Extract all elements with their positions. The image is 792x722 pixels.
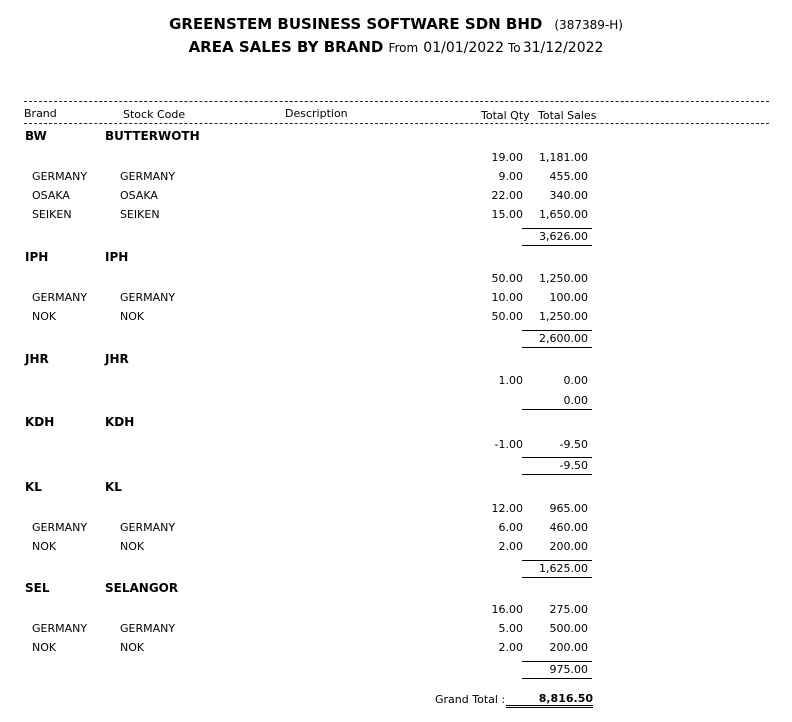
row-brand: OSAKA bbox=[32, 189, 70, 202]
to-date: 31/12/2022 bbox=[522, 40, 604, 56]
group-sales: 1,181.00 bbox=[539, 151, 588, 164]
row-qty: 5.00 bbox=[498, 622, 523, 635]
row-stock-code: NOK bbox=[120, 641, 145, 654]
row-qty: 22.00 bbox=[491, 189, 523, 202]
group-qty: 1.00 bbox=[498, 374, 523, 387]
group-sales: 275.00 bbox=[549, 603, 588, 616]
row-qty: 6.00 bbox=[498, 521, 523, 534]
group-stock-code: KDH bbox=[105, 415, 135, 429]
group-stock-code: SELANGOR bbox=[105, 581, 179, 595]
row-qty: 2.00 bbox=[498, 641, 523, 654]
row-brand: GERMANY bbox=[32, 622, 88, 635]
row-qty: 15.00 bbox=[491, 208, 523, 221]
group-stock-code: KL bbox=[105, 480, 122, 494]
row-brand: GERMANY bbox=[32, 170, 88, 183]
group-subtotal-value: 0.00 bbox=[563, 394, 588, 407]
group-brand: KDH bbox=[25, 415, 55, 429]
col-header-brand: Brand bbox=[24, 107, 57, 120]
row-qty: 10.00 bbox=[491, 291, 523, 304]
group-subtotal bbox=[522, 228, 592, 246]
group-brand: KL bbox=[25, 480, 42, 494]
row-stock-code: GERMANY bbox=[120, 622, 176, 635]
group-qty: -1.00 bbox=[494, 438, 523, 451]
to-label: To bbox=[507, 41, 521, 55]
group-qty: 19.00 bbox=[491, 151, 523, 164]
row-sales: 340.00 bbox=[549, 189, 588, 202]
group-qty: 50.00 bbox=[491, 272, 523, 285]
group-qty: 12.00 bbox=[491, 502, 523, 515]
group-subtotal bbox=[522, 393, 592, 410]
group-subtotal-value: 3,626.00 bbox=[539, 230, 588, 243]
row-qty: 9.00 bbox=[498, 170, 523, 183]
company-reg-no: (387389-H) bbox=[554, 18, 623, 32]
row-sales: 455.00 bbox=[549, 170, 588, 183]
row-qty: 50.00 bbox=[491, 310, 523, 323]
row-brand: GERMANY bbox=[32, 521, 88, 534]
group-brand: JHR bbox=[25, 352, 49, 366]
grand-total-label: Grand Total : bbox=[435, 693, 506, 706]
from-date: 01/01/2022 bbox=[423, 40, 504, 56]
report-company-line bbox=[0, 14, 792, 33]
group-brand: SEL bbox=[25, 581, 50, 595]
group-subtotal bbox=[522, 661, 592, 679]
group-qty: 16.00 bbox=[491, 603, 523, 616]
group-subtotal bbox=[522, 330, 592, 348]
report-title-line bbox=[0, 37, 792, 56]
row-sales: 460.00 bbox=[549, 521, 588, 534]
group-subtotal bbox=[522, 457, 592, 475]
row-sales: 200.00 bbox=[549, 540, 588, 553]
grand-total-value: 8,816.50 bbox=[538, 692, 593, 705]
col-header-stock-code: Stock Code bbox=[123, 108, 186, 121]
group-stock-code: JHR bbox=[105, 352, 129, 366]
row-brand: NOK bbox=[32, 540, 57, 553]
col-header-total-sales: Total Sales bbox=[538, 109, 597, 122]
group-subtotal-value: 975.00 bbox=[549, 663, 588, 676]
group-subtotal bbox=[522, 560, 592, 578]
group-subtotal-value: 1,625.00 bbox=[539, 562, 588, 575]
row-stock-code: NOK bbox=[120, 310, 145, 323]
report-title: AREA SALES BY BRAND bbox=[188, 38, 384, 56]
group-subtotal-value: -9.50 bbox=[559, 459, 588, 472]
from-label: From bbox=[388, 41, 419, 55]
row-sales: 1,650.00 bbox=[539, 208, 588, 221]
row-brand: GERMANY bbox=[32, 291, 88, 304]
row-stock-code: NOK bbox=[120, 540, 145, 553]
group-sales: 0.00 bbox=[563, 374, 588, 387]
group-brand: BW bbox=[25, 129, 47, 143]
group-sales: 1,250.00 bbox=[539, 272, 588, 285]
row-stock-code: GERMANY bbox=[120, 291, 176, 304]
row-brand: NOK bbox=[32, 310, 57, 323]
row-sales: 500.00 bbox=[549, 622, 588, 635]
grand-total bbox=[506, 692, 593, 708]
col-header-description: Description bbox=[285, 107, 348, 120]
group-brand: IPH bbox=[25, 250, 49, 264]
row-stock-code: GERMANY bbox=[120, 521, 176, 534]
row-stock-code: GERMANY bbox=[120, 170, 176, 183]
header-divider-top bbox=[24, 101, 769, 102]
col-header-total-qty: Total Qty bbox=[481, 109, 530, 122]
row-sales: 1,250.00 bbox=[539, 310, 588, 323]
company-name: GREENSTEM BUSINESS SOFTWARE SDN BHD bbox=[169, 15, 543, 33]
header-divider-bottom bbox=[24, 123, 769, 124]
row-stock-code: OSAKA bbox=[120, 189, 158, 202]
row-brand: NOK bbox=[32, 641, 57, 654]
group-stock-code: BUTTERWOTH bbox=[105, 129, 200, 143]
group-sales: -9.50 bbox=[559, 438, 588, 451]
row-qty: 2.00 bbox=[498, 540, 523, 553]
row-sales: 100.00 bbox=[549, 291, 588, 304]
group-stock-code: IPH bbox=[105, 250, 129, 264]
group-sales: 965.00 bbox=[549, 502, 588, 515]
row-brand: SEIKEN bbox=[32, 208, 72, 221]
group-subtotal-value: 2,600.00 bbox=[539, 332, 588, 345]
row-stock-code: SEIKEN bbox=[120, 208, 160, 221]
row-sales: 200.00 bbox=[549, 641, 588, 654]
